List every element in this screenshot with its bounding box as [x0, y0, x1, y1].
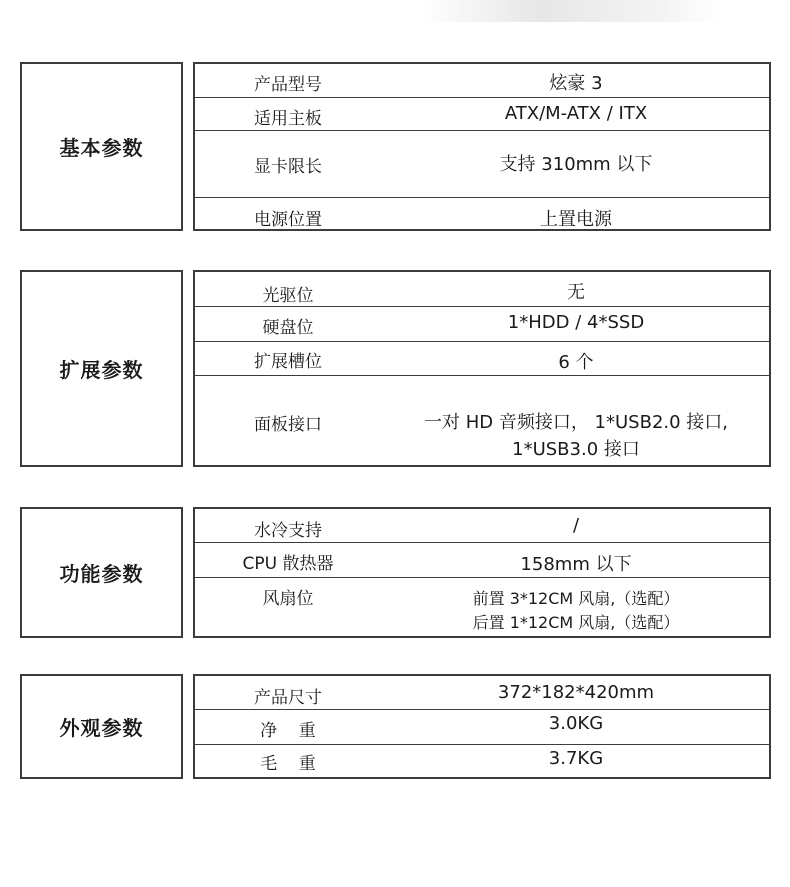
spec-table — [193, 62, 771, 231]
section-basic-params — [20, 62, 771, 231]
table-row — [195, 578, 769, 636]
table-row — [195, 509, 769, 543]
spec-key: 电源位置 — [254, 210, 322, 230]
section-expansion-params — [20, 270, 771, 467]
table-row — [195, 307, 769, 342]
spec-value: 372*182*420mm — [497, 682, 655, 703]
spec-key: 硬盘位 — [262, 318, 314, 338]
spec-key: 净 重 — [260, 721, 316, 741]
spec-key: 水冷支持 — [254, 521, 322, 541]
category-label: 外观参数 — [20, 674, 183, 779]
spec-key: 产品尺寸 — [254, 688, 322, 708]
spec-value: 上置电源 — [540, 209, 612, 230]
spec-key: 面板接口 — [254, 415, 322, 435]
table-row — [195, 98, 769, 131]
spec-key: 风扇位 — [262, 589, 314, 609]
spec-value: 支持 310mm 以下 — [499, 154, 653, 175]
spec-table — [193, 270, 771, 467]
spec-key: 适用主板 — [254, 109, 322, 129]
table-row — [195, 198, 769, 229]
table-row — [195, 64, 769, 98]
table-row — [195, 376, 769, 465]
spec-value: 1*HDD / 4*SSD — [507, 312, 645, 333]
category-label: 扩展参数 — [20, 270, 183, 467]
spec-key: 扩展槽位 — [254, 352, 322, 372]
table-row — [195, 676, 769, 710]
spec-value: 158mm 以下 — [520, 554, 632, 575]
spec-key: 产品型号 — [254, 75, 322, 95]
spec-key: 显卡限长 — [254, 157, 322, 177]
spec-key: CPU 散热器 — [242, 554, 334, 574]
table-row — [195, 543, 769, 578]
spec-value: / — [572, 515, 580, 536]
table-row — [195, 131, 769, 198]
spec-value: 无 — [567, 282, 585, 303]
section-appearance-params — [20, 674, 771, 779]
table-row — [195, 272, 769, 307]
table-row — [195, 342, 769, 376]
spec-value: ATX/M-ATX / ITX — [504, 103, 648, 124]
spec-value-line: 1*USB3.0 接口 — [512, 439, 640, 460]
spec-value: 6 个 — [558, 352, 594, 373]
section-function-params — [20, 507, 771, 638]
spec-value-line: 后置 1*12CM 风扇,（选配） — [472, 613, 680, 632]
spec-table — [193, 674, 771, 779]
spec-value-line: 前置 3*12CM 风扇,（选配） — [472, 589, 680, 608]
spec-key: 毛 重 — [260, 754, 316, 774]
spec-value-line: 一对 HD 音频接口， 1*USB2.0 接口, — [423, 412, 729, 433]
spec-value: 炫豪 3 — [549, 73, 603, 94]
table-row — [195, 745, 769, 777]
spec-value: 3.7KG — [548, 748, 604, 769]
category-label: 基本参数 — [20, 62, 183, 231]
table-row — [195, 710, 769, 745]
spec-table — [193, 507, 771, 638]
spec-value: 3.0KG — [548, 713, 604, 734]
header-image-fade — [420, 0, 720, 22]
spec-key: 光驱位 — [262, 286, 314, 306]
category-label: 功能参数 — [20, 507, 183, 638]
